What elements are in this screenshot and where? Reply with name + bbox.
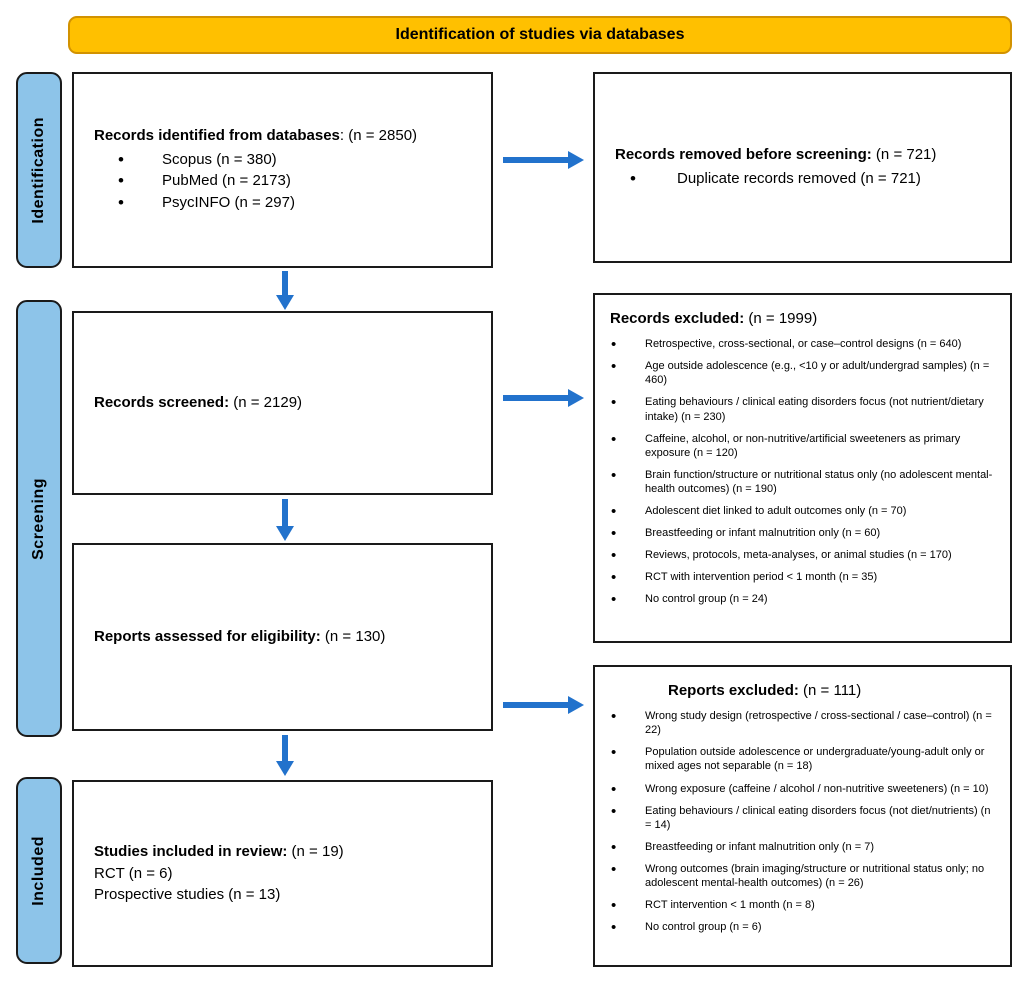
list-item: • Duplicate records removed (n = 721) — [615, 168, 996, 190]
box-heading — [615, 145, 996, 165]
list-item: • Wrong exposure (caffeine / alcohol / non-nutritive sweeteners) (n = 10) — [610, 782, 998, 796]
heading-bold: Studies included in review: — [94, 843, 288, 861]
heading-rest: (n = 130) — [320, 627, 386, 645]
arrow-identified-to-screened — [276, 271, 294, 310]
arrow-head-icon — [568, 696, 584, 714]
box-records-removed — [593, 72, 1012, 263]
heading-bold: Records removed before screening: — [615, 146, 872, 163]
heading-bold: Reports excluded: — [668, 682, 799, 699]
arrow-identified-to-removed — [503, 151, 584, 169]
arrow-shaft — [503, 395, 568, 401]
stage-label-included — [16, 777, 62, 964]
stage-label-text: Included — [30, 835, 47, 906]
box-heading — [94, 842, 477, 862]
list-item: • PubMed (n = 2173) — [94, 170, 477, 192]
heading-bold: Records identified from databases — [94, 127, 340, 145]
arrow-head-icon — [568, 389, 584, 407]
list-item: • PsycINFO (n = 297) — [94, 192, 477, 214]
arrow-shaft — [503, 702, 568, 708]
list-item: • Adolescent diet linked to adult outcomes only (n = 70) — [610, 504, 998, 518]
heading-rest: (n = 1999) — [744, 310, 818, 327]
heading-bold: Records excluded: — [610, 310, 745, 327]
list-item: • No control group (n = 6) — [610, 920, 998, 934]
list-item: • Wrong study design (retrospective / cross-sectional / case–control) (n = 22) — [610, 709, 998, 737]
list-item: • Age outside adolescence (e.g., <10 y or adult/undergrad samples) (n = 460) — [610, 359, 998, 387]
arrow-shaft — [503, 157, 568, 163]
box-heading — [94, 393, 477, 413]
list-item: • Wrong outcomes (brain imaging/structure or nutritional status only; no adolescent mental-health outcomes) (n = 26) — [610, 862, 998, 890]
arrow-head-icon — [276, 295, 294, 310]
heading-rest: (n = 19) — [287, 843, 344, 861]
heading-rest: : (n = 2850) — [339, 127, 418, 145]
stage-label-text: Identification — [30, 116, 47, 224]
box-studies-included — [72, 780, 493, 967]
list-item: • Scopus (n = 380) — [94, 149, 477, 171]
arrow-screened-to-excluded — [503, 389, 584, 407]
banner-identification-of-studies — [68, 16, 1012, 54]
banner-label: Identification of studies via databases — [395, 26, 685, 43]
list-item: • No control group (n = 24) — [610, 592, 998, 606]
records-excluded-list — [610, 337, 998, 606]
list-item: • Reviews, protocols, meta-analyses, or animal studies (n = 170) — [610, 548, 998, 562]
arrow-screened-to-assessed — [276, 499, 294, 541]
arrow-head-icon — [276, 761, 294, 776]
stage-label-identification — [16, 72, 62, 268]
box-heading — [94, 627, 477, 647]
list-item: • Eating behaviours / clinical eating disorders focus (not nutrient/dietary intake) (n = 230) — [610, 395, 998, 423]
list-item: • RCT with intervention period < 1 month (n = 35) — [610, 570, 998, 584]
box-heading — [610, 309, 998, 329]
included-line-prospective: Prospective studies (n = 13) — [94, 885, 281, 903]
records-removed-list — [615, 168, 996, 190]
list-item: • Retrospective, cross-sectional, or case–control designs (n = 640) — [610, 337, 998, 351]
arrow-shaft — [282, 735, 288, 761]
list-item: • Caffeine, alcohol, or non-nutritive/artificial sweeteners as primary exposure (n = 120) — [610, 432, 998, 460]
box-heading — [610, 681, 998, 701]
heading-bold: Reports assessed for eligibility: — [94, 627, 321, 645]
arrow-head-icon — [276, 526, 294, 541]
heading-rest: (n = 2129) — [229, 393, 303, 411]
reports-excluded-list — [610, 709, 998, 934]
arrow-assessed-to-excluded — [503, 696, 584, 714]
heading-rest: (n = 721) — [871, 146, 937, 163]
box-records-screened — [72, 311, 493, 495]
list-item: • Breastfeeding or infant malnutrition only (n = 7) — [610, 840, 998, 854]
list-item: • Brain function/structure or nutritional status only (no adolescent mental-health outcomes) (n = 190) — [610, 468, 998, 496]
list-item: • Population outside adolescence or undergraduate/young-adult only or mixed ages not separable (n = 18) — [610, 745, 998, 773]
box-records-identified — [72, 72, 493, 268]
stage-label-screening — [16, 300, 62, 737]
heading-rest: (n = 111) — [798, 682, 862, 699]
stage-label-text: Screening — [30, 477, 47, 560]
included-line-rct: RCT (n = 6) — [94, 864, 173, 882]
list-item: • Breastfeeding or infant malnutrition only (n = 60) — [610, 526, 998, 540]
box-records-excluded — [593, 293, 1012, 643]
list-item: • Eating behaviours / clinical eating disorders focus (not diet/nutrients) (n = 14) — [610, 804, 998, 832]
list-item: • RCT intervention < 1 month (n = 8) — [610, 898, 998, 912]
arrow-shaft — [282, 271, 288, 295]
records-identified-list — [94, 149, 477, 214]
box-heading — [94, 126, 477, 146]
arrow-assessed-to-included — [276, 735, 294, 776]
arrow-shaft — [282, 499, 288, 526]
arrow-head-icon — [568, 151, 584, 169]
heading-bold: Records screened: — [94, 393, 230, 411]
box-reports-assessed — [72, 543, 493, 731]
box-reports-excluded — [593, 665, 1012, 967]
